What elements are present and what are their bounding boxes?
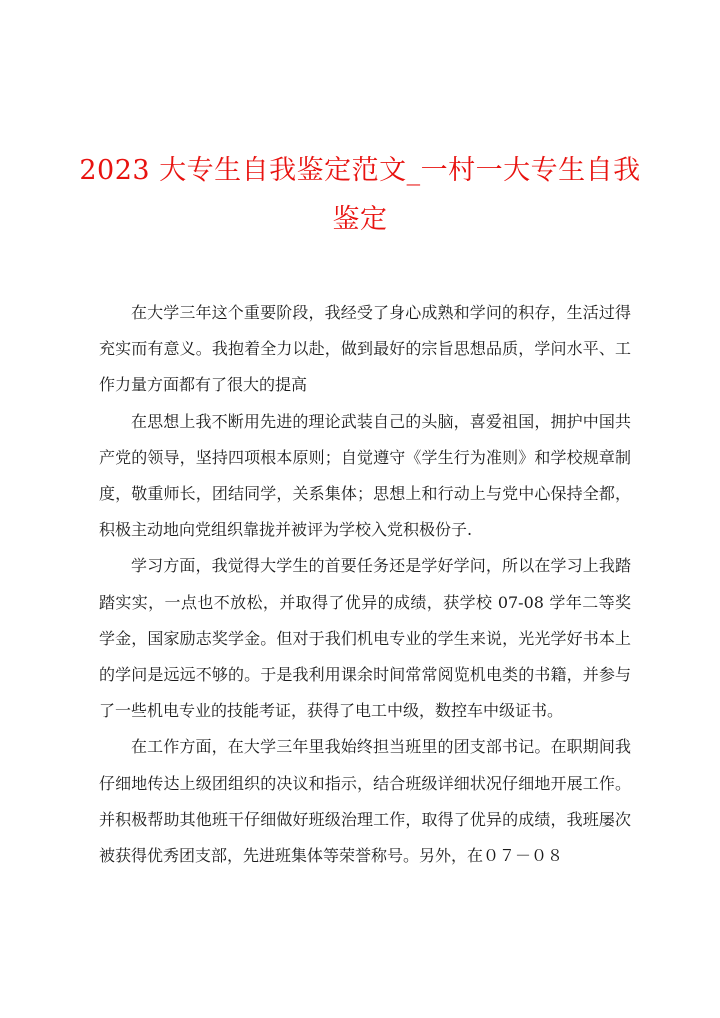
paragraph-intro: 在大学三年这个重要阶段，我经受了身心成熟和学问的积存，生活过得充实而有意义。我抱着全力以赴，做到最好的宗旨思想品质，学问水平、工作力量方面都有了很大的提高 bbox=[99, 303, 631, 395]
document-body bbox=[99, 295, 631, 874]
paragraph-work: 在工作方面，在大学三年里我始终担当班里的团支部书记。在职期间我仔细地传达上级团组织的决议和指示，结合班级详细状况仔细地开展工作。并积极帮助其他班干仔细做好班级治理工作，取得了优异的成绩，我班屡次被获得优秀团支部，先进班集体等荣誉称号。另外，在０７－０８ bbox=[99, 737, 631, 866]
paragraph-thought: 在思想上我不断用先进的理论武装自己的头脑，喜爱祖国，拥护中国共产党的领导，坚持四项根本原则；自觉遵守《学生行为准则》和学校规章制度，敬重师长，团结同学，关系集体；思想上和行动上与党中心保持全都，积极主动地向党组织靠拢并被评为学校入党积极份子. bbox=[99, 411, 631, 540]
paragraph-study: 学习方面，我觉得大学生的首要任务还是学好学问，所以在学习上我踏踏实实，一点也不放松，并取得了优异的成绩，获学校 07-08 学年二等奖学金，国家励志奖学金。但对于我们机电专业的学生来说，光光学好书本上的学问是远远不够的。于是我利用课余时间常常阅览机电类的书籍，并参与了一些机电专业的技能考证，获得了电工中级，数控车中级证书。 bbox=[99, 556, 631, 721]
document-title: 2023 大专生自我鉴定范文_一村一大专生自我鉴定 bbox=[79, 155, 641, 235]
